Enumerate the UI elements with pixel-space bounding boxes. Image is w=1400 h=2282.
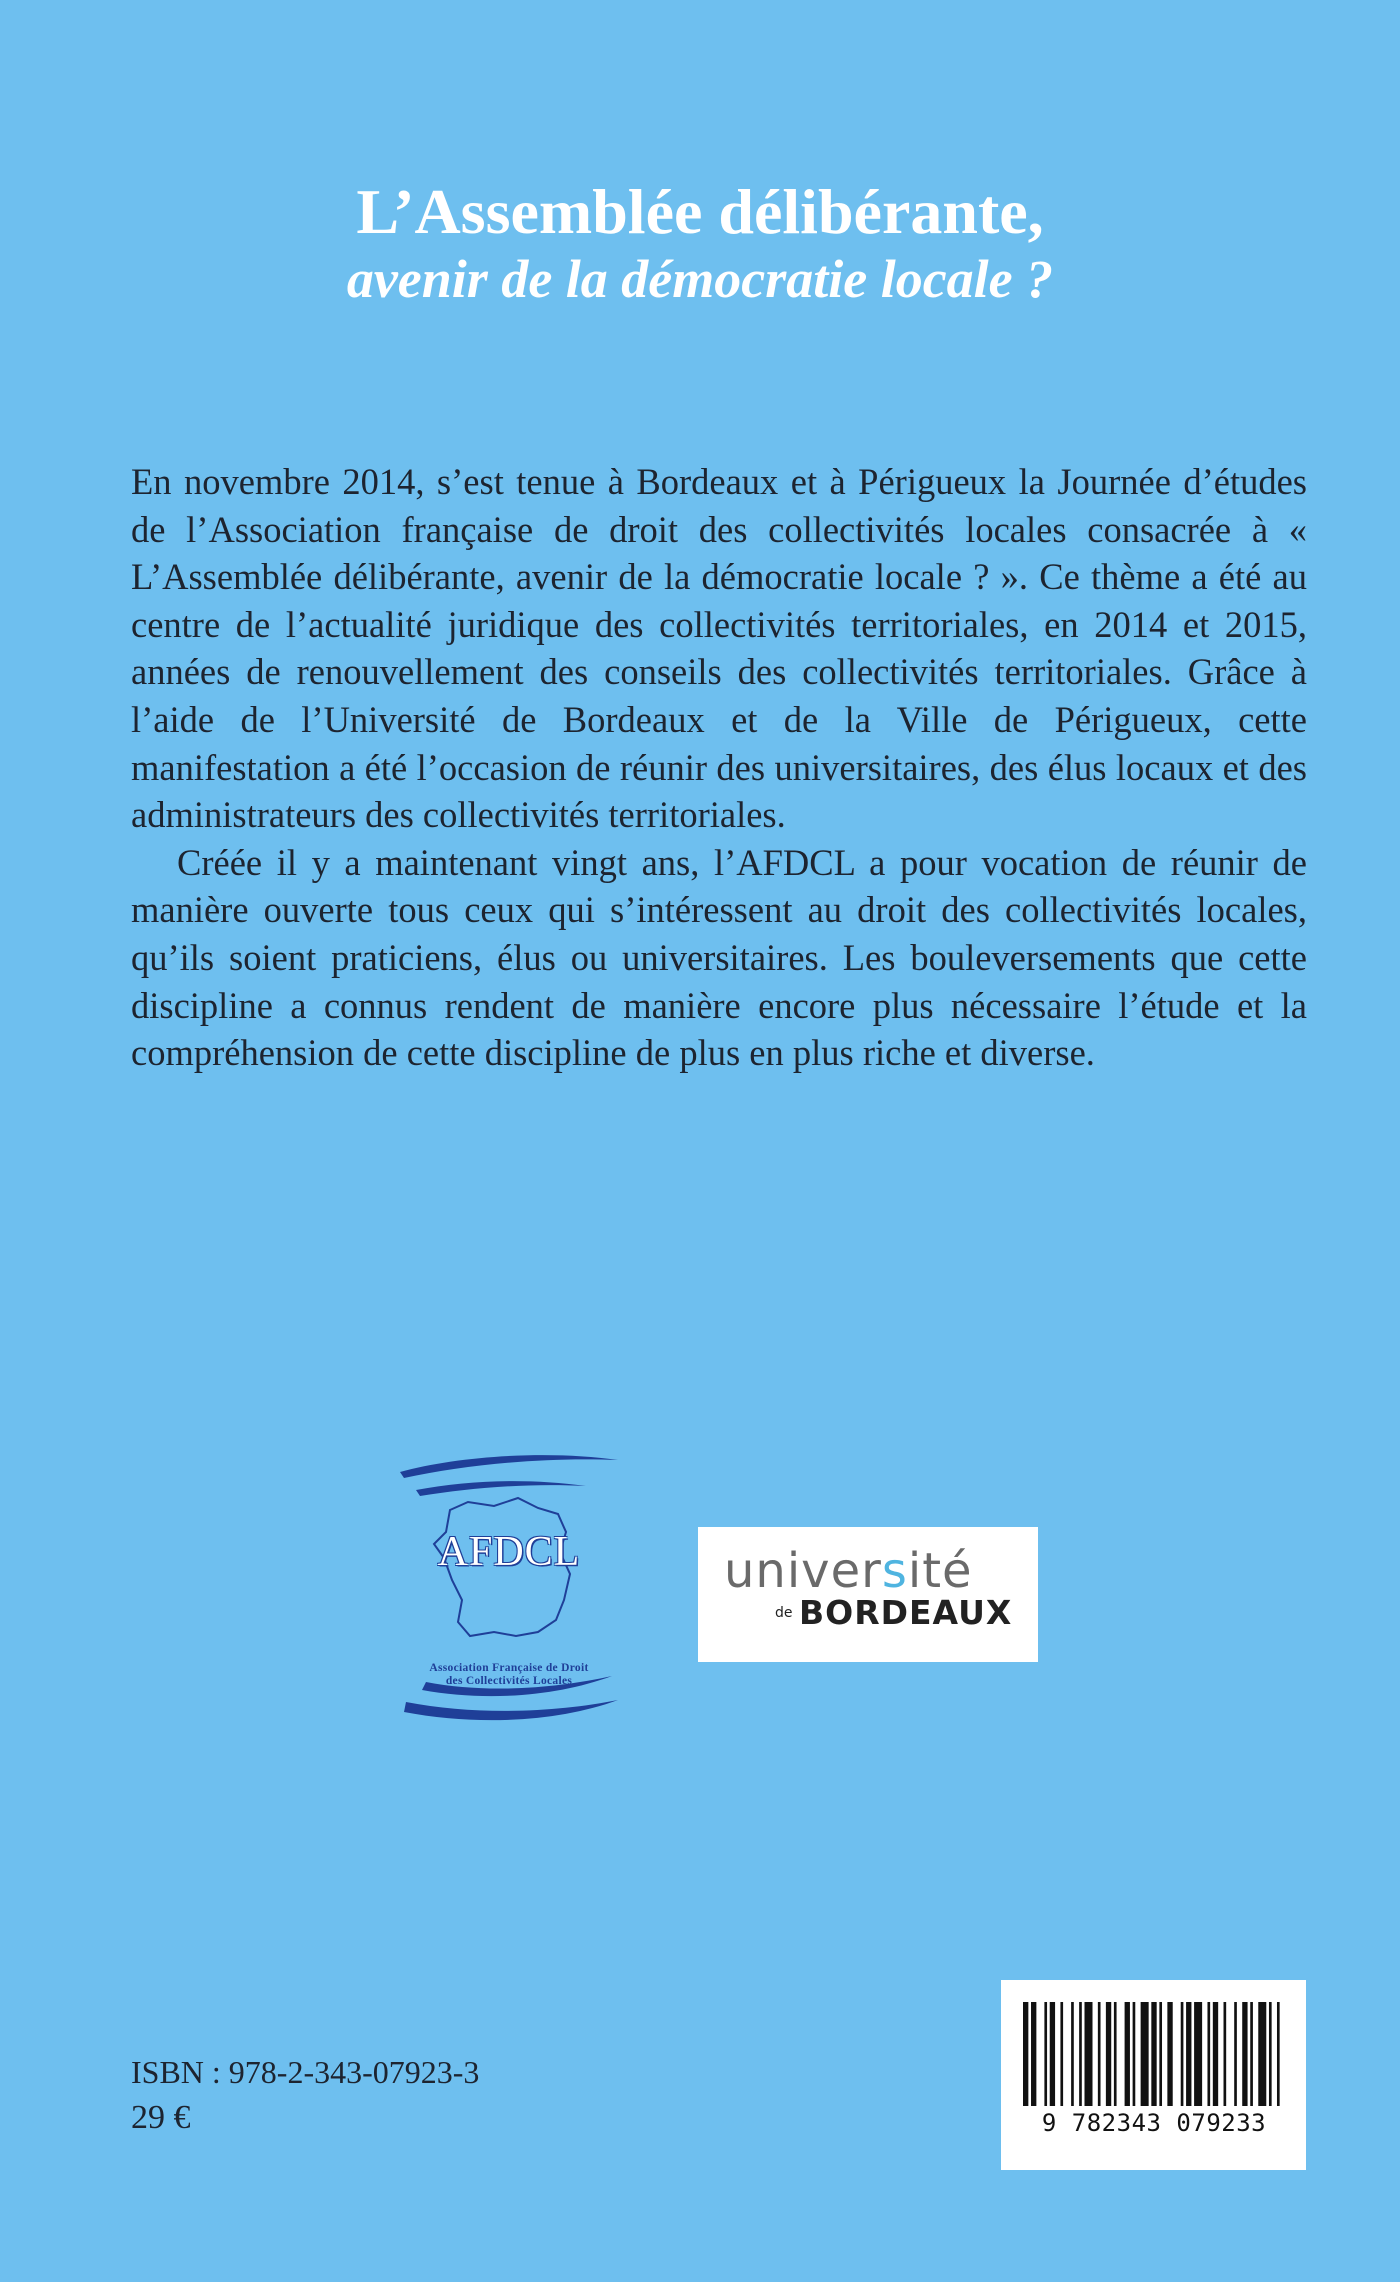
barcode-bars-icon — [1023, 2002, 1285, 2106]
universite-city: BORDEAUX — [799, 1593, 1013, 1632]
price-label: 29 € — [131, 2099, 191, 2136]
universite-word-end: ité — [907, 1543, 973, 1599]
afdcl-acronym: AFDCL — [437, 1529, 581, 1575]
universite-de: de — [775, 1605, 793, 1621]
barcode-number: 9 782343 079233 — [1041, 2109, 1267, 2137]
universite-wordmark — [724, 1543, 973, 1599]
blurb-text — [131, 458, 1307, 1077]
universite-word-start: univer — [724, 1543, 882, 1599]
blurb-paragraph-1: En novembre 2014, s’est tenue à Bordeaux et à Périgueux la Journée d’études de l’Association française de droit des collectivités locales consacrée à « L’Assemblée délibérante, avenir de la démocratie locale ? ». Ce thème a été au centre de l’actualité juridique des collectivités territoriales, en 2014 et 2015, années de renouvellement des conseils des collectivités territoriales. Grâce à l’aide de l’Université de Bordeaux et de la Ville de Périgueux, cette manifestation a été l’occasion de réunir des universitaires, des élus locaux et des administrateurs des collectivités territoriales. — [131, 461, 1307, 836]
afdcl-full-name — [398, 1662, 620, 1688]
isbn-label: ISBN : 978-2-343-07923-3 — [131, 2054, 480, 2090]
universite-bordeaux-logo — [698, 1527, 1038, 1662]
universite-word-accent: s — [881, 1543, 908, 1599]
afdcl-logo — [398, 1450, 620, 1725]
afdcl-full-name-line-1: Association Française de Droit — [429, 1662, 589, 1674]
afdcl-full-name-line-2: des Collectivités Locales — [445, 1675, 573, 1687]
blurb-paragraph-2: Créée il y a maintenant vingt ans, l’AFDCL a pour vocation de réunir de manière ouverte tous ceux qui s’intéressent au droit des collectivités locales, qu’ils soient praticiens, élus ou universitaires. Les bouleversements que cette discipline a connus rendent de manière encore plus nécessaire l’étude et la compréhension de cette discipline de plus en plus riche et diverse. — [131, 841, 1307, 1074]
cover-title: L’Assemblée délibérante, — [356, 176, 1044, 247]
cover-subtitle: avenir de la démocratie locale ? — [346, 249, 1054, 309]
barcode — [1001, 1980, 1306, 2170]
